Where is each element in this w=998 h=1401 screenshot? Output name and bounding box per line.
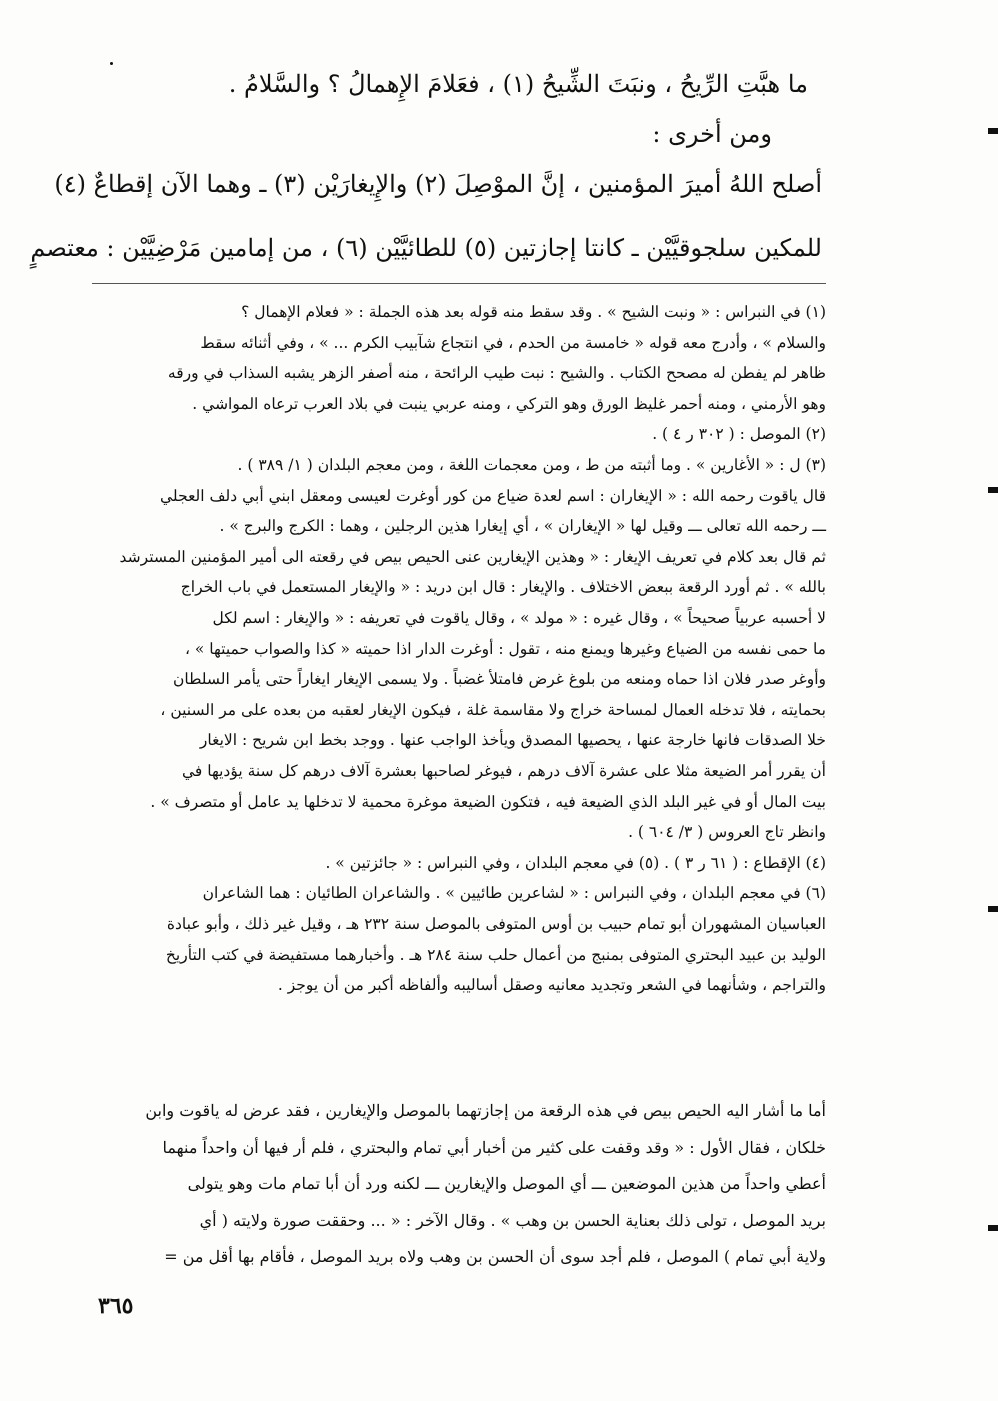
main-text-line-2: ومن أخرى : xyxy=(652,120,772,148)
footnote-line: لا أحسبه عربياً صحيحاً » ، وقال غيره : « مولد » ، وقال ياقوت في تعريفه : « والإيغار : اسم لكل xyxy=(212,609,826,627)
body-text-line: ولاية أبي تمام ) الموصل ، فلم أجد سوى أن الحسن بن وهب ولاه بريد الموصل ، فأقام بها أقل من = xyxy=(164,1247,826,1266)
footnote-line: خلا الصدقات فانها خارجة عنها ، يحصيها المصدق ويأخذ الواجب عنها . ووجد بخط ابن شريح : الايغار xyxy=(199,731,826,750)
footnote-line: العباسيان المشهوران أبو تمام حبيب بن أوس المتوفى بالموصل سنة ٢٣٢ هـ ، وقيل غير ذلك ، وأبو عبادة xyxy=(166,915,826,933)
margin-mark xyxy=(988,487,998,493)
footnote-line: (٢) الموصل : ( ٣٠٢ ر ٤ ) . xyxy=(652,425,826,444)
footnote-line: (٣) ل : « الأغارين » . وما أثبته من ط ، ومن معجمات اللغة ، ومن معجم البلدان ( ١/ ٣٨٩ ) . xyxy=(237,456,826,474)
main-text-line-3: أصلح اللهُ أميرَ المؤمنين ، إنَّ الموْصِلَ (٢) والإِيغارَيْن (٣) ـ وهما الآن إقطاعٌ (٤) xyxy=(54,170,822,198)
main-text-line-4: للمكين سلجوقيَّيْن ـ كانتا إجازتين (٥) للطائيَّيْن (٦) ، من إمامين مَرْضِيَّيْن : معتصمٍ xyxy=(30,234,822,262)
footnote-line: وأوغر صدر فلان اذا حماه ومنعه من بلوغ غرض فامتلأ غضباً . ولا يسمى الإيغار ايغاراً حتى يأمر السلطان xyxy=(172,670,826,689)
footnote-line: ـــ رحمه الله تعالى ـــ وقيل لها « الإيغاران » ، أي إيغارا هذين الرجلين ، وهما : الكرج والبرج » . xyxy=(219,517,826,536)
main-text-line-1: ما هبَّتِ الرِّيحُ ، ونبَتَ الشِّيحُ (١) ، فعَلامَ الإِهمالُ ؟ والسَّلامُ . xyxy=(228,70,808,98)
footnote-line: أن يقرر أمر الضيعة مثلا على عشرة آلاف درهم ، فيوغر لصاحبها بعشرة آلاف درهم كل سنة يؤديها في xyxy=(181,762,826,780)
body-text-line: أما ما أشار اليه الحيص بيص في هذه الرقعة من إجازتهما بالموصل والإيغارين ، فقد عرض له ياقوت وابن xyxy=(145,1101,826,1120)
footnote-line: وهو الأرمني ، ومنه أحمر غليظ الورق وهو التركي ، ومنه عربي ينبت في بلاد العرب ترعاه المواشي . xyxy=(192,394,826,413)
body-text-line: خلكان ، فقال الأول : « وقد وقفت على كثير من أخبار أبي تمام والبحتري ، فلم أر فيها أن واحداً منهما xyxy=(162,1137,826,1157)
footnote-line: والسلام » ، وأدرج معه قوله « خامسة من الحدم ، في انتجاع شآبيب الكرم ... » ، وفي أثنائه سقط xyxy=(200,333,826,352)
footnote-line: ما حمى نفسه من الضياع وغيرها ويمنع منه ، تقول : أوغرت الدار اذا حميته « كذا والصواب حميتها » ، xyxy=(184,639,826,658)
footnote-line: (٦) في معجم البلدان ، وفي النبراس : « لشاعرين طائيين » . والشاعران الطائيان : هما الشاعران xyxy=(202,884,826,903)
footnote-line: بحمايته ، فلا تدخله العمال لمساحة خراج ولا مقاسمة غلة ، فيكون الإيغار لعقبه من بعده على مر السنين ، xyxy=(160,700,826,719)
body-text-line: أعطي واحداً من هذين الموضعين ـــ أي الموصل والإيغارين ـــ لكنه ورد أن أبا تمام مات وهو يتولى xyxy=(187,1174,826,1193)
margin-mark xyxy=(988,906,998,912)
footnote-line: قال ياقوت رحمه الله : « الإيغاران : اسم لعدة ضياع من كور أوغرت لعيسى ومعقل ابني أبي دلف العجلي xyxy=(160,486,826,505)
footnote-line: ظاهر لم يفطن له مصحح الكتاب . والشيح : نبت طيب الرائحة ، منه أصفر الزهر يشبه السذاب في ورقه xyxy=(167,364,826,383)
footnote-line: الوليد بن عبيد البحتري المتوفى بمنبج من أعمال حلب سنة ٢٨٤ هـ . وأخبارهما مستفيضة في كتب التأريخ xyxy=(165,945,826,964)
footnote-line: (١) في النبراس : « ونبت الشيح » . وقد سقط منه قوله بعد هذه الجملة : « فعلام الإهمال ؟ xyxy=(241,303,826,321)
footnote-line: وانظر تاج العروس ( ٣/ ٦٠٤ ) . xyxy=(628,823,826,842)
footnote-line: (٤) الإقطاع : ( ٦١ ر ٣ ) . (٥) في معجم البلدان ، وفي النبراس : « جائزتين » . xyxy=(325,853,826,872)
margin-mark xyxy=(988,1225,998,1231)
footnote-line: بيت المال أو في غير البلد الذي الضيعة فيه ، فتكون الضيعة موغرة محمية لا تدخلها يد عامل أو متصرف » . xyxy=(150,792,826,811)
footnote-line: ثم قال بعد كلام في تعريف الإيغار : « وهذين الإيغارين عنى الحيص بيص في رقعته الى أمير المؤمنين المسترشد xyxy=(119,547,826,566)
body-text-line: بريد الموصل ، تولى ذلك بعناية الحسن بن وهب » . وقال الآخر : « ... وحققت صورة ولايته ( أي xyxy=(199,1210,826,1230)
margin-mark xyxy=(988,128,998,134)
footnote-line: والتراجم ، وشأنهما في الشعر وتجديد معانيه وصقل أساليبه وألفاظه أكبر من أن يوجز . xyxy=(277,976,826,995)
page-number: ٣٦٥ xyxy=(98,1293,134,1319)
footnote-separator xyxy=(92,283,826,284)
footnote-line: بالله » . ثم أورد الرقعة ببعض الاختلاف . والإيغار : قال ابن دريد : « والإيغار المستعمل في باب الخراج xyxy=(180,578,826,597)
